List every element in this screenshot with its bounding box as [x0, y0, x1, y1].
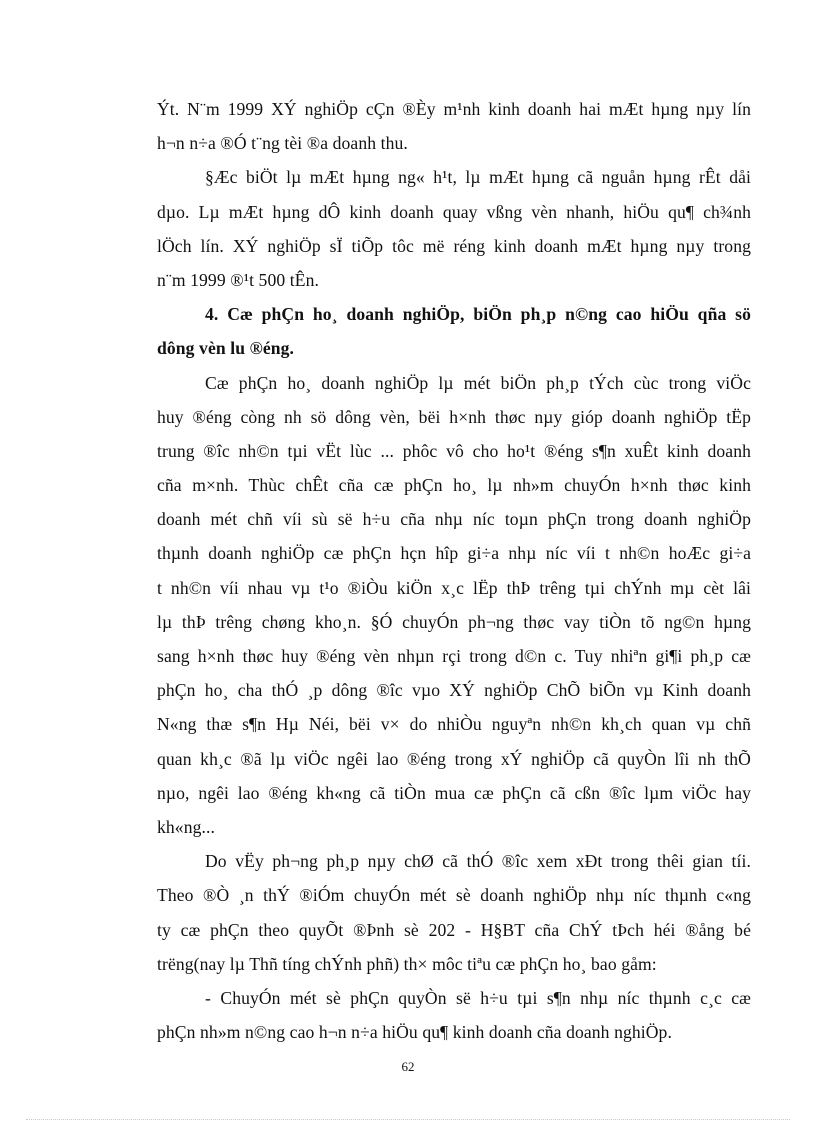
text-line: Ýt. N¨m 1999 XÝ nghiÖp cÇn ®Èy m¹nh kinh doanh hai mÆt hµng nµy lín — [157, 99, 751, 119]
text-line: trëng(nay lµ Thñ tíng chÝnh phñ) th× môc tiªu cæ phÇn ho¸ bao gåm: — [157, 953, 657, 974]
body-text — [157, 92, 751, 1049]
text-line: Theo ®Ò ¸n thÝ ®iÓm chuyÓn mét sè doanh nghiÖp nhµ níc thµnh c«ng — [157, 885, 751, 906]
footer-divider — [26, 1119, 790, 1120]
text-line: lÖch lín. XÝ nghiÖp sÏ tiÕp tôc më réng kinh doanh mÆt hµng nµy trong — [157, 235, 751, 256]
text-line: phÇn nh»m n©ng cao h¬n n÷a hiÖu qu¶ kinh doanh cña doanh nghiÖp. — [157, 1022, 672, 1043]
text-line: huy ®éng còng nh sö dông vèn, bëi h×nh thøc nµy gióp doanh nghiÖp tËp — [157, 406, 751, 427]
text-line: dµo. Lµ mÆt hµng dÔ kinh doanh quay vßng vèn nhanh, hiÖu qu¶ ch¾nh — [157, 201, 751, 222]
text-line: nµo, ngêi lao ®éng kh«ng cã tiÒn mua cæ phÇn cã cßn ®îc lµm viÖc hay — [157, 782, 751, 803]
text-line: sang h×nh thøc huy ®éng vèn nhµn rçi trong d©n c. Tuy nhiªn gi¶i ph¸p cæ — [157, 646, 751, 666]
text-line: quan kh¸c ®ã lµ viÖc ngêi lao ®éng trong xÝ nghiÖp cã quyÒn lîi nh thÕ — [157, 748, 751, 769]
text-line: lµ thÞ trêng chøng kho¸n. §Ó chuyÓn ph¬ng thøc vay tiÒn tõ ng©n hµng — [157, 611, 751, 632]
page-number: 62 — [401, 1059, 415, 1074]
text-line: Cæ phÇn ho¸ doanh nghiÖp lµ mét biÖn ph¸p tÝch cùc trong viÖc — [205, 372, 751, 393]
text-line: t nh©n víi nhau vµ t¹o ®iÒu kiÖn x¸c lËp thÞ trêng tµi chÝnh mµ cèt lâi — [157, 577, 751, 598]
text-line: thµnh doanh nghiÖp cæ phÇn hçn hîp gi÷a nhµ níc víi t nh©n hoÆc gi÷a — [157, 543, 751, 564]
text-line: §Æc biÖt lµ mÆt hµng ng« h¹t, lµ mÆt hµng cã nguån hµng rÊt dåi — [205, 167, 751, 188]
section-heading-line: 4. Cæ phÇn ho¸ doanh nghiÖp, biÖn ph¸p n©ng cao hiÖu qña sö — [205, 304, 751, 325]
text-line: phÇn ho¸ cha thÓ ¸p dông ®îc vµo XÝ nghiÖp ChÕ biÕn vµ Kinh doanh — [157, 680, 751, 701]
text-line: - ChuyÓn mét sè phÇn quyÒn së h÷u tµi s¶n nhµ níc thµnh c¸c cæ — [205, 987, 751, 1008]
section-heading-line: dông vèn lu ®éng. — [157, 338, 295, 359]
text-line: cña m×nh. Thùc chÊt cña cæ phÇn ho¸ lµ nh»m chuyÓn h×nh thøc kinh — [157, 475, 751, 496]
text-line: Do vËy ph¬ng ph¸p nµy chØ cã thÓ ®îc xem xÐt trong thêi gian tíi. — [205, 851, 751, 872]
text-line: kh«ng... — [157, 816, 215, 837]
text-line: doanh mét chñ víi sù së h÷u cña nhµ níc toµn phÇn trong doanh nghiÖp — [157, 509, 751, 530]
text-line: ty cæ phÇn theo quyÕt ®Þnh sè 202 - H§BT cña ChÝ tÞch héi ®ång bé — [157, 919, 751, 940]
text-line: trung ®îc nh©n tµi vËt lùc ... phôc vô cho ho¹t ®éng s¶n xuÊt kinh doanh — [157, 440, 751, 461]
text-line: h¬n n÷a ®Ó t¨ng tèi ®a doanh thu. — [157, 133, 408, 154]
text-line: N«ng thæ s¶n Hµ Néi, bëi v× do nhiÒu nguyªn nh©n kh¸ch quan vµ chñ — [157, 714, 751, 735]
text-line: n¨m 1999 ®¹t 500 tÊn. — [157, 269, 319, 290]
